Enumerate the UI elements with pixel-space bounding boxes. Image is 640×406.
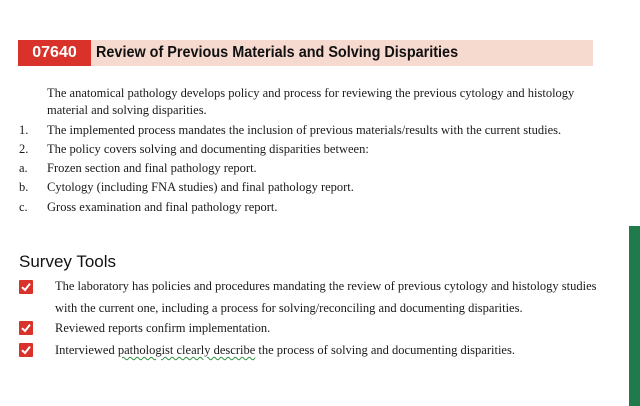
item-marker: 1.: [19, 123, 29, 137]
survey-tools-heading: Survey Tools: [19, 252, 117, 271]
standard-title: Review of Previous Materials and Solving Disparities: [96, 44, 459, 61]
item-text: Frozen section and final pathology report.: [47, 161, 257, 175]
grammar-flagged-text: pathologist clearly describe: [117, 343, 256, 357]
checked-box-icon: [19, 343, 33, 357]
checked-box-icon: [19, 280, 33, 294]
item-marker: a.: [19, 161, 28, 175]
item-text: The implemented process mandates the inclusion of previous materials/results with the current studies.: [47, 123, 562, 137]
side-accent-strip: [629, 226, 640, 406]
survey-item-text: Interviewed: [55, 343, 118, 357]
survey-item: [55, 339, 600, 361]
item-marker: c.: [19, 200, 28, 214]
survey-item: Reviewed reports confirm implementation.: [55, 321, 271, 335]
survey-item-text: the process of solving and documenting disparities.: [255, 343, 515, 357]
item-text: Gross examination and final pathology report.: [47, 200, 278, 214]
intro-paragraph: The anatomical pathology develops policy and process for reviewing the previous cytology and histology material and solving disparities.: [47, 86, 575, 117]
item-marker: b.: [19, 180, 29, 194]
item-marker: 2.: [19, 142, 29, 156]
item-text: The policy covers solving and documenting disparities between:: [47, 142, 369, 156]
checked-box-icon: [19, 321, 33, 335]
survey-item: The laboratory has policies and procedures mandating the review of previous cytology and histology studies with the current one, including a process for solving/reconciling and documenting disparities.: [55, 279, 597, 315]
item-text: Cytology (including FNA studies) and final pathology report.: [47, 180, 354, 194]
standard-code: 07640: [18, 40, 91, 66]
